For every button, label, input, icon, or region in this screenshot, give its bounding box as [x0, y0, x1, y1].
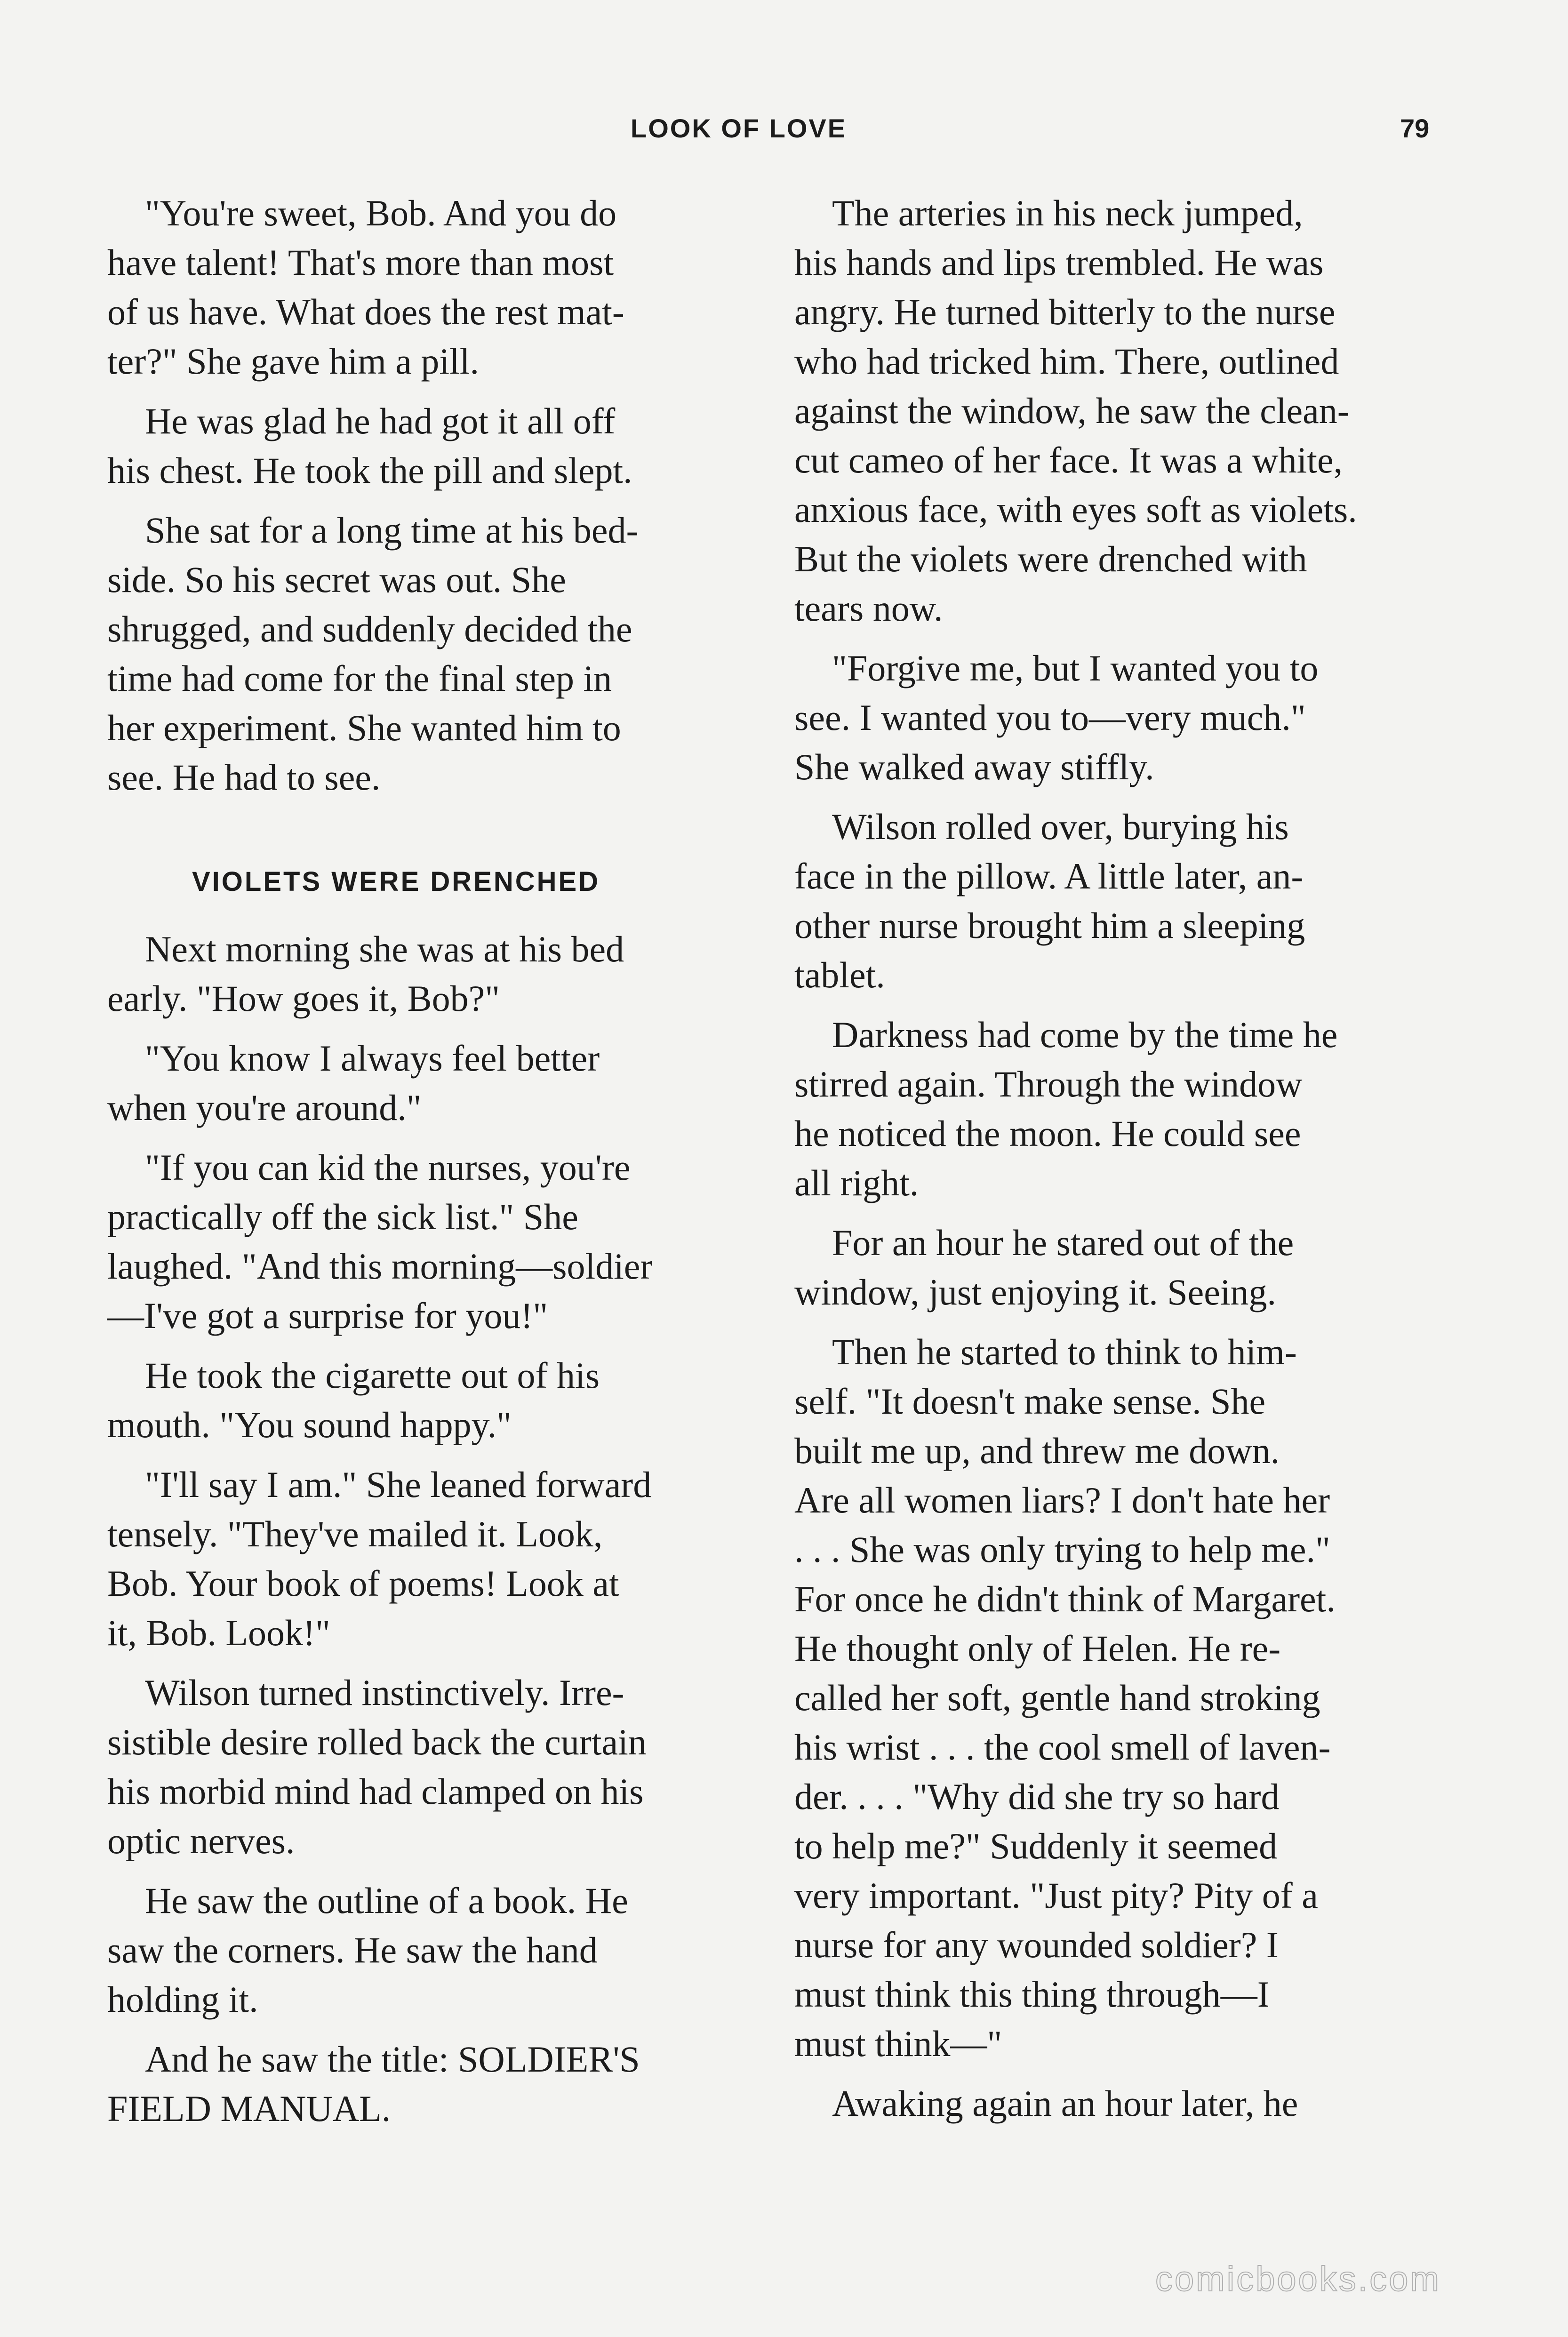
paragraph: Awaking again an hour later, he: [832, 2083, 1298, 2124]
paragraph: "You know I always feel better when you're around.": [107, 1038, 600, 1128]
paragraph: "You're sweet, Bob. And you do have talent! That's more than most of us have. What does the rest mat- ter?" She gave him a pill.: [107, 192, 624, 382]
paragraph: And he saw the title: SOLDIER'S FIELD MANUAL.: [107, 2039, 640, 2129]
paragraph: Wilson rolled over, burying his face in the pillow. A little later, an- other nurse brought him a sleeping tablet.: [794, 806, 1305, 995]
paragraph: He saw the outline of a book. He saw the corners. He saw the hand holding it.: [107, 1880, 628, 2020]
paragraph: He took the cigarette out of his mouth. "You sound happy.": [107, 1355, 600, 1445]
running-header: [0, 113, 1568, 151]
paragraph: The arteries in his neck jumped, his hands and lips trembled. He was angry. He turned bitterly to the nurse who had tricked him. There, outlined against the window, he saw the clean- cut cameo of her face. It was a white, anxious face, with eyes soft as violets. But the violets were drenched with tears now.: [794, 192, 1357, 629]
paragraph: Darkness had come by the time he stirred again. Through the window he noticed the moon. He could see all right.: [794, 1014, 1338, 1203]
running-title: LOOK OF LOVE: [631, 113, 847, 143]
paragraph: "I'll say I am." She leaned forward tensely. "They've mailed it. Look, Bob. Your book of poems! Look at it, Bob. Look!": [107, 1464, 652, 1653]
paragraph: Next morning she was at his bed early. "How goes it, Bob?": [107, 928, 624, 1019]
paragraph: Then he started to think to him- self. "It doesn't make sense. She built me up, and threw me down. Are all women liars? I don't hate her . . . She was only trying to help me." For once he didn't think of Margaret. He thought only of Helen. He re- called her soft, gentle hand stroking his wrist . . . the cool smell of laven- der. . . . "Why did she try so hard to help me?" Suddenly it seemed very important. "Just pity? Pity of a nurse for any wounded soldier? I must think this thing through—I must think—": [794, 1331, 1336, 2064]
paragraph: "Forgive me, but I wanted you to see. I wanted you to—very much." She walked away stiffly.: [794, 648, 1319, 787]
page-number: 79: [1400, 113, 1430, 143]
left-column: [107, 188, 747, 2144]
watermark: comicbooks.com: [1155, 2259, 1441, 2298]
paragraph: He was glad he had got it all off his chest. He took the pill and slept.: [107, 400, 632, 491]
section-heading: VIOLETS WERE DRENCHED: [192, 866, 600, 897]
paragraph: For an hour he stared out of the window, just enjoying it. Seeing.: [794, 1222, 1294, 1313]
right-column: [794, 188, 1434, 2138]
paragraph: She sat for a long time at his bed- side. So his secret was out. She shrugged, and suddenly decided the time had come for the final step in her experiment. She wanted him to see. He had to see.: [107, 510, 639, 798]
paragraph: Wilson turned instinctively. Irre- sistible desire rolled back the curtain his morbid mind had clamped on his optic nerves.: [107, 1672, 647, 1861]
paragraph: "If you can kid the nurses, you're practically off the sick list." She laughed. "And this morning—soldier —I've got a surprise for you!": [107, 1147, 653, 1336]
